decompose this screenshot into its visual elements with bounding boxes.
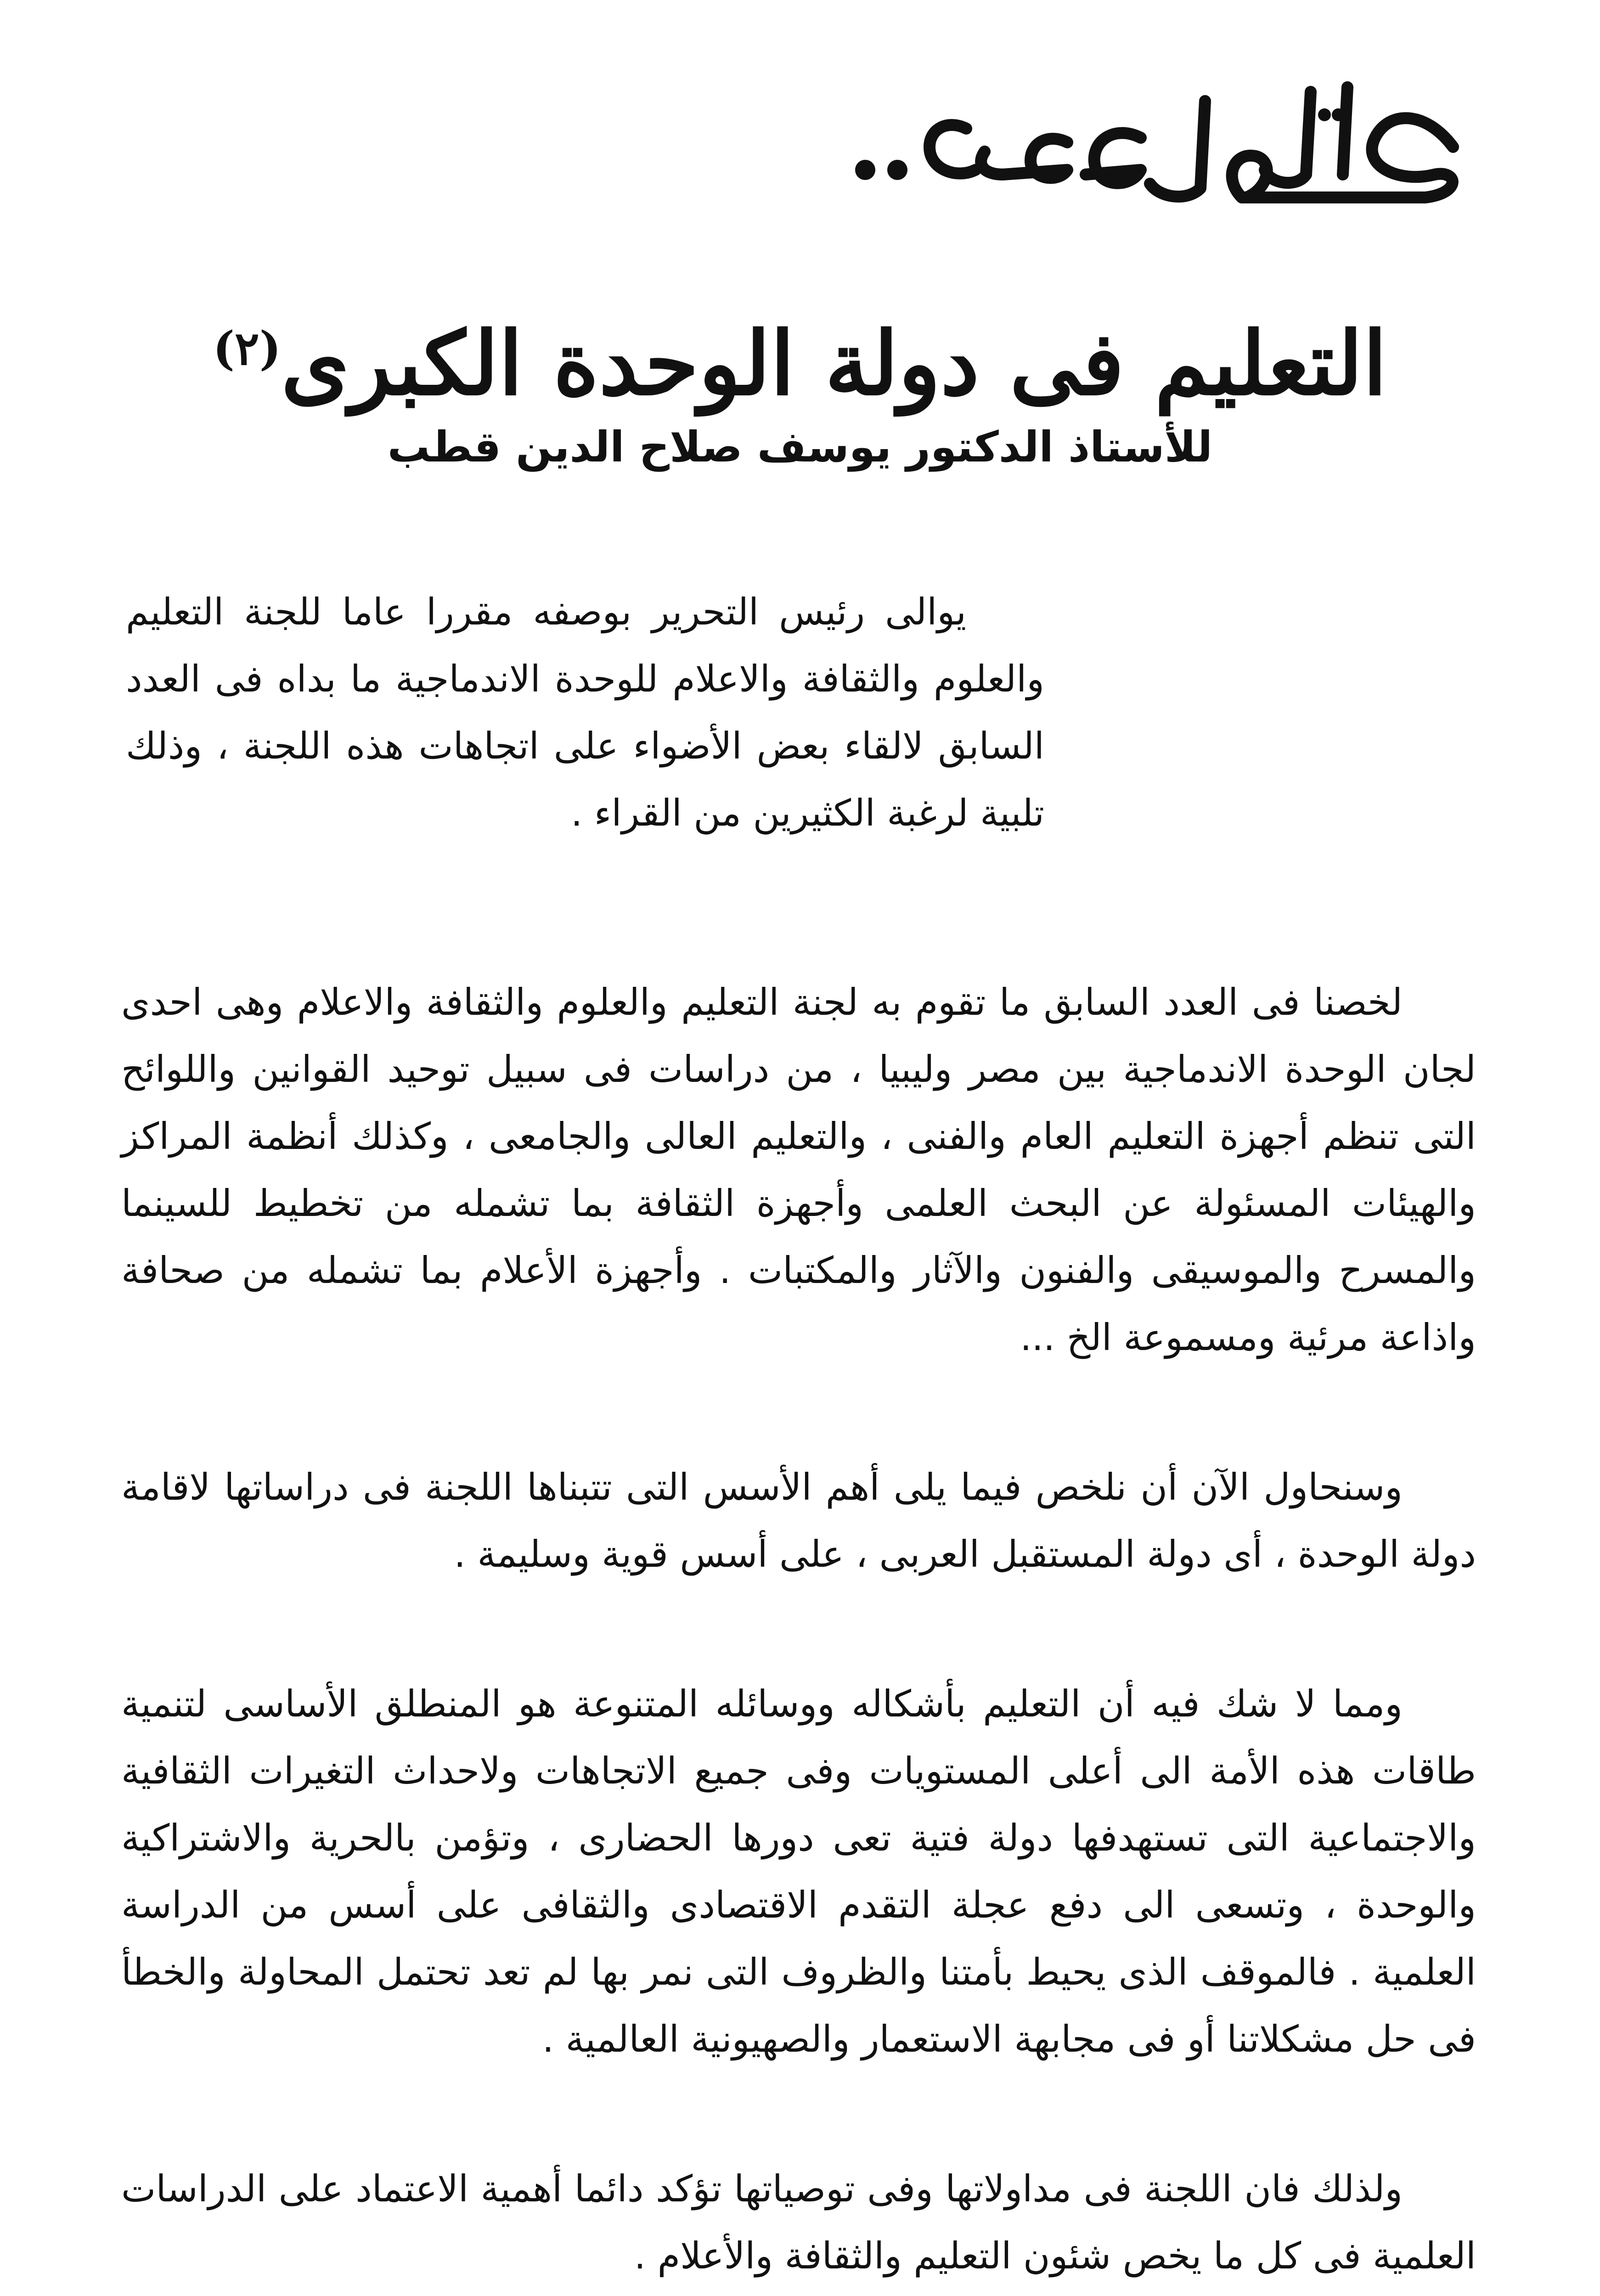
- body-paragraph-1: لخصنا فى العدد السابق ما تقوم به لجنة التعليم والعلوم والثقافة والاعلام وهى احدى لجان الوحدة الاندماجية بين مصر وليبيا ، من دراسات فى سبيل توحيد القوانين واللوائح التى تنظم أجهزة التعليم العام والفنى ، والتعليم العالى والجامعى ، وكذلك أنظمة المراكز والهيئات المسئولة عن البحث العلمى وأجهزة الثقافة بما تشمله من تخطيط للسينما والمسرح والموسيقى والفنون والآثار والمكتبات . وأجهزة الأعلام بما تشمله من صحافة واذاعة مرئية ومسموعة الخ ...: [121, 981, 1476, 1359]
- body-paragraph-4: ولذلك فان اللجنة فى مداولاتها وفى توصياتها تؤكد دائما أهمية الاعتماد على الدراسات العلمية فى كل ما يخص شئون التعليم والثقافة والأعلام .: [121, 2167, 1476, 2277]
- article-title-text: التعليم فى دولة الوحدة الكبرى: [281, 312, 1387, 415]
- article-body: [121, 969, 1476, 2296]
- article-title-note: (٢): [213, 321, 282, 376]
- body-paragraph-3: ومما لا شك فيه أن التعليم بأشكاله ووسائله المتنوعة هو المنطلق الأساسى لتنمية طاقات هذه الأمة الى أعلى المستويات وفى جميع الاتجاهات ولاحداث التغيرات الثقافية والاجتماعية التى تستهدفها دولة فتية تعى دورها الحضارى ، وتؤمن بالحرية والاشتراكية والوحدة ، وتسعى الى دفع عجلة التقدم الاقتصادى والثقافى على أسس من الدراسة العلمية . فالموقف الذى يحيط بأمتنا والظروف التى نمر بها لم تعد تحتمل المحاولة والخطأ فى حل مشكلاتنا أو فى مجابهة الاستعمار والصهيونية العالمية .: [121, 1683, 1476, 2060]
- calligraphy-logo-icon: [792, 60, 1481, 225]
- editor-intro-note: [126, 579, 1044, 847]
- body-paragraph-2: وسنحاول الآن أن نلخص فيما يلى أهم الأسس التى تتبناها اللجنة فى دراساتها لاقامة دولة الوحدة ، أى دولة المستقبل العربى ، على أسس قوية وسليمة .: [121, 1466, 1476, 1576]
- article-byline: للأستاذ الدكتور يوسف صلاح الدين قطب: [387, 422, 1213, 472]
- intro-paragraph: يوالى رئيس التحرير بوصفه مقررا عاما للجنة التعليم والعلوم والثقافة والاعلام للوحدة الاندماجية ما بداه فى العدد السابق لالقاء بعض الأضواء على اتجاهات هذه اللجنة ، وذلك تلبية لرغبة الكثيرين من القراء .: [126, 591, 1044, 834]
- article-title: [184, 312, 1416, 415]
- masthead-calligraphy-logo: [792, 60, 1481, 225]
